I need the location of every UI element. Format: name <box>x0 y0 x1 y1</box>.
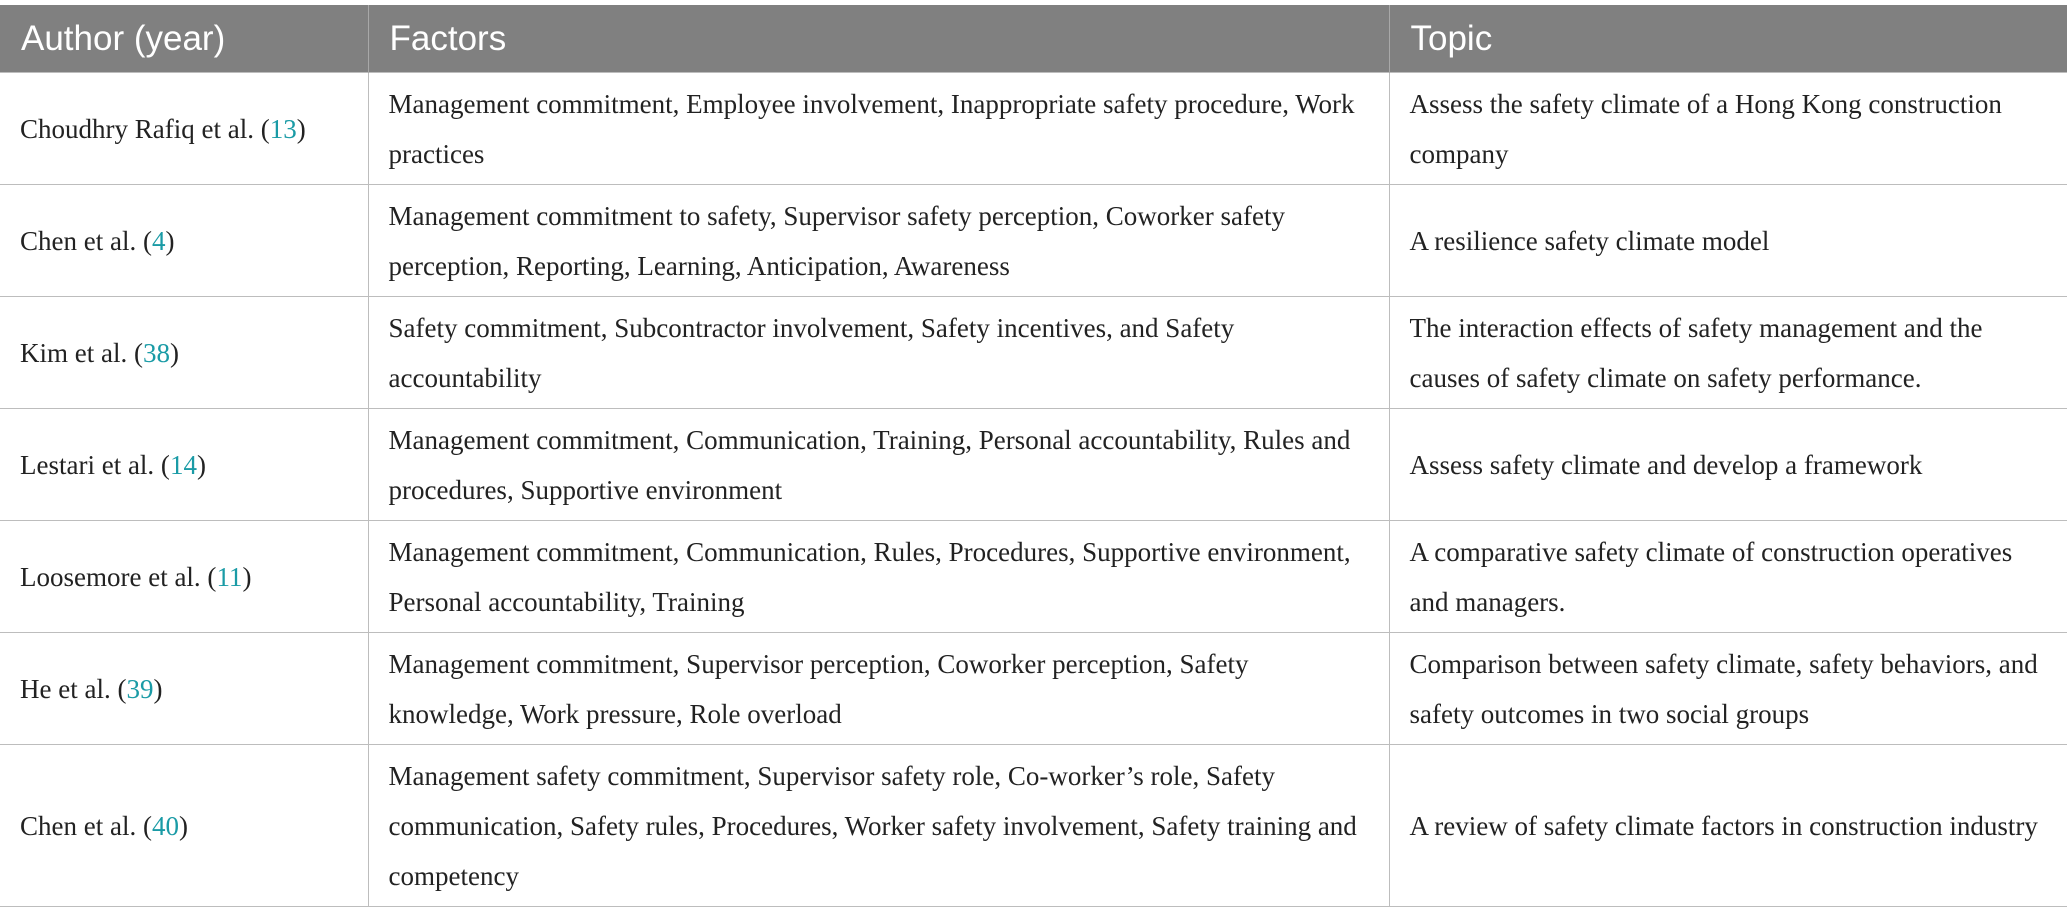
author-close-paren: ) <box>296 114 306 144</box>
author-cell <box>0 745 368 907</box>
header-topic: Topic <box>1389 5 2067 73</box>
author-cell <box>0 297 368 409</box>
reference-link[interactable]: 4 <box>151 226 166 256</box>
author-close-paren: ) <box>165 226 175 256</box>
topic-cell: A comparative safety climate of construction operatives and managers. <box>1389 521 2067 633</box>
author-text: Lestari et al. ( <box>20 450 170 480</box>
factors-cell: Management commitment, Employee involvement, Inappropriate safety procedure, Work practices <box>368 73 1389 185</box>
author-cell <box>0 185 368 297</box>
factors-cell: Management commitment, Supervisor perception, Coworker perception, Safety knowledge, Work pressure, Role overload <box>368 633 1389 745</box>
header-row <box>0 5 2067 73</box>
reference-link[interactable]: 39 <box>126 674 154 704</box>
author-text: Choudhry Rafiq et al. ( <box>20 114 270 144</box>
author-cell <box>0 73 368 185</box>
author-cell <box>0 633 368 745</box>
factors-cell: Management safety commitment, Supervisor safety role, Co-worker’s role, Safety communication, Safety rules, Procedures, Worker safety involvement, Safety training and competency <box>368 745 1389 907</box>
table-body <box>0 73 2067 907</box>
author-close-paren: ) <box>242 562 252 592</box>
factors-cell: Management commitment, Communication, Rules, Procedures, Supportive environment, Personal accountability, Training <box>368 521 1389 633</box>
factors-cell: Safety commitment, Subcontractor involvement, Safety incentives, and Safety accountability <box>368 297 1389 409</box>
author-close-paren: ) <box>196 450 206 480</box>
author-text: Chen et al. ( <box>20 811 152 841</box>
author-close-paren: ) <box>178 811 188 841</box>
factors-cell: Management commitment to safety, Supervisor safety perception, Coworker safety perception, Reporting, Learning, Anticipation, Awareness <box>368 185 1389 297</box>
table-row <box>0 521 2067 633</box>
header-author-year: Author (year) <box>0 5 368 73</box>
author-text: Kim et al. ( <box>20 338 143 368</box>
reference-link[interactable]: 40 <box>151 811 179 841</box>
safety-climate-table <box>0 5 2067 907</box>
table-row <box>0 185 2067 297</box>
topic-cell: A resilience safety climate model <box>1389 185 2067 297</box>
author-text: He et al. ( <box>20 674 127 704</box>
table-header <box>0 5 2067 73</box>
table-row <box>0 409 2067 521</box>
table-row <box>0 745 2067 907</box>
header-factors: Factors <box>368 5 1389 73</box>
author-close-paren: ) <box>153 674 163 704</box>
reference-link[interactable]: 14 <box>169 450 197 480</box>
author-cell <box>0 521 368 633</box>
table-row <box>0 297 2067 409</box>
topic-cell: Comparison between safety climate, safety behaviors, and safety outcomes in two social groups <box>1389 633 2067 745</box>
author-cell <box>0 409 368 521</box>
reference-link[interactable]: 11 <box>216 562 243 592</box>
safety-climate-table-wrapper <box>0 5 2067 907</box>
author-close-paren: ) <box>169 338 179 368</box>
topic-cell: Assess the safety climate of a Hong Kong construction company <box>1389 73 2067 185</box>
topic-cell: Assess safety climate and develop a framework <box>1389 409 2067 521</box>
reference-link[interactable]: 38 <box>142 338 170 368</box>
factors-cell: Management commitment, Communication, Training, Personal accountability, Rules and procedures, Supportive environment <box>368 409 1389 521</box>
author-text: Chen et al. ( <box>20 226 152 256</box>
topic-cell: A review of safety climate factors in construction industry <box>1389 745 2067 907</box>
table-row <box>0 633 2067 745</box>
topic-cell: The interaction effects of safety management and the causes of safety climate on safety performance. <box>1389 297 2067 409</box>
table-row <box>0 73 2067 185</box>
author-text: Loosemore et al. ( <box>20 562 217 592</box>
reference-link[interactable]: 13 <box>269 114 297 144</box>
